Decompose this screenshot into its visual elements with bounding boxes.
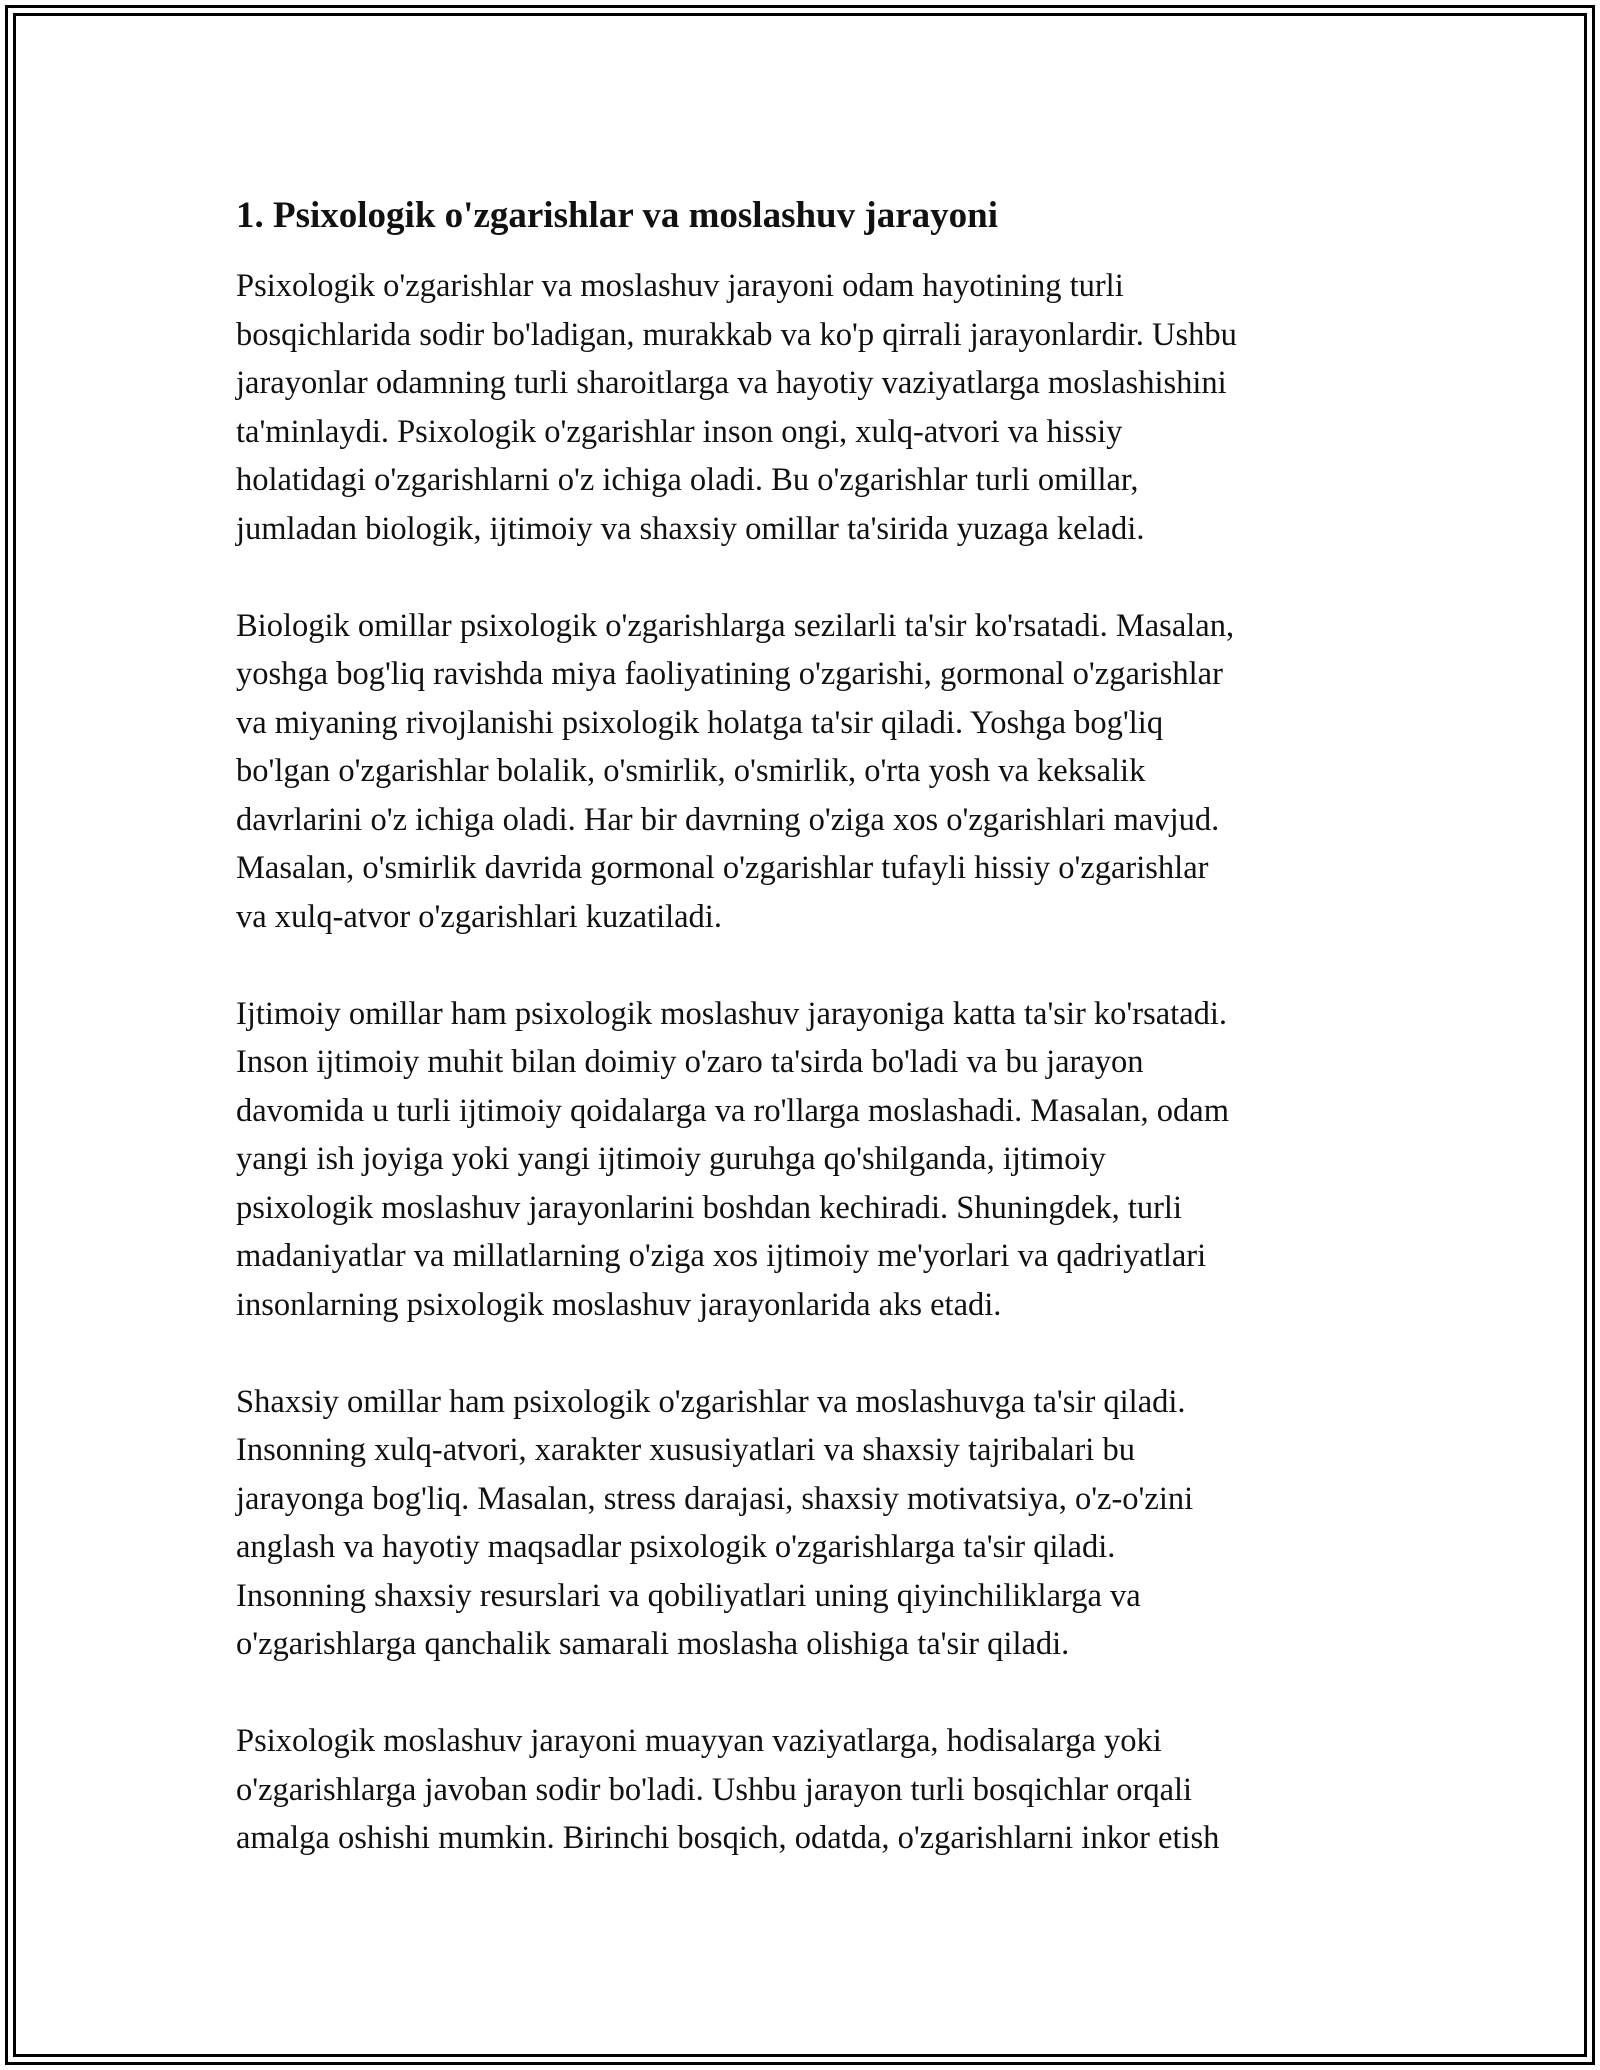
text-line: amalga oshishi mumkin. Birinchi bosqich, odatda, o'zgarishlarni inkor etish [236,1820,1220,1856]
paragraph-3 [236,990,1376,1330]
text-line: davomida u turli ijtimoiy qoidalarga va ro'llarga moslashadi. Masalan, odam [236,1092,1229,1129]
text-line: holatidagi o'zgarishlarni o'z ichiga oladi. Bu o'zgarishlar turli omillar, [236,462,1139,498]
text-line: yoshga bog'liq ravishda miya faoliyatining o'zgarishi, gormonal o'zgarishlar [236,656,1223,692]
text-line: psixologik moslashuv jarayonlarini boshdan kechiradi. Shuningdek, turli [236,1189,1182,1226]
text-line: Ijtimoiy omillar ham psixologik moslashuv jarayoniga katta ta'sir ko'rsatadi. [236,995,1228,1032]
text-line: yangi ish joyiga yoki yangi ijtimoiy guruhga qo'shilganda, ijtimoiy [236,1141,1106,1177]
text-line: o'zgarishlarga javoban sodir bo'ladi. Ushbu jarayon turli bosqichlar orqali [236,1771,1193,1808]
paragraph-1 [236,262,1376,553]
text-line: Shaxsiy omillar ham psixologik o'zgarishlar va moslashuvga ta'sir qiladi. [236,1383,1186,1420]
text-line: jarayonlar odamning turli sharoitlarga va hayotiy vaziyatlarga moslashishini [236,365,1227,401]
text-line: Psixologik moslashuv jarayoni muayyan vaziyatlarga, hodisalarga yoki [236,1723,1162,1759]
text-line: Biologik omillar psixologik o'zgarishlarga sezilarli ta'sir ko'rsatadi. Masalan, [236,607,1235,644]
text-line: Psixologik o'zgarishlar va moslashuv jarayoni odam hayotining turli [236,268,1124,304]
text-line: Insonning shaxsiy resurslari va qobiliyatlari uning qiyinchiliklarga va [236,1577,1141,1614]
text-line: va miyaning rivojlanishi psixologik holatga ta'sir qiladi. Yoshga bog'liq [236,704,1164,741]
text-line: va xulq-atvor o'zgarishlari kuzatiladi. [236,898,722,935]
text-line: Masalan, o'smirlik davrida gormonal o'zgarishlar tufayli hissiy o'zgarishlar [236,850,1209,886]
text-line: anglash va hayotiy maqsadlar psixologik o'zgarishlarga ta'sir qiladi. [236,1529,1116,1565]
text-line: bo'lgan o'zgarishlar bolalik, o'smirlik, o'smirlik, o'rta yosh va keksalik [236,753,1146,789]
text-line: o'zgarishlarga qanchalik samarali moslasha olishiga ta'sir qiladi. [236,1626,1070,1662]
text-line: jumladan biologik, ijtimoiy va shaxsiy omillar ta'sirida yuzaga keladi. [236,510,1145,547]
text-line: davrlarini o'z ichiga oladi. Har bir davrning o'ziga xos o'zgarishlari mavjud. [236,801,1220,838]
text-line: jarayonga bog'liq. Masalan, stress darajasi, shaxsiy motivatsiya, o'z-o'zini [236,1480,1194,1517]
paragraph-2 [236,602,1376,942]
text-line: madaniyatlar va millatlarning o'ziga xos ijtimoiy me'yorlari va qadriyatlari [236,1238,1207,1274]
text-line: Inson ijtimoiy muhit bilan doimiy o'zaro ta'sirda bo'ladi va bu jarayon [236,1044,1144,1080]
text-line: Insonning xulq-atvori, xarakter xususiyatlari va shaxsiy tajribalari bu [236,1432,1135,1468]
text-line: ta'minlaydi. Psixologik o'zgarishlar inson ongi, xulq-atvori va hissiy [236,413,1123,450]
document-body [236,180,1376,1911]
paragraph-5 [236,1717,1376,1863]
text-line: insonlarning psixologik moslashuv jarayonlarida aks etadi. [236,1286,1002,1323]
section-heading: 1. Psixologik o'zgarishlar va moslashuv jarayoni [236,195,998,236]
paragraph-4 [236,1378,1376,1669]
text-line: bosqichlarida sodir bo'ladigan, murakkab va ko'p qirrali jarayonlardir. Ushbu [236,316,1237,353]
